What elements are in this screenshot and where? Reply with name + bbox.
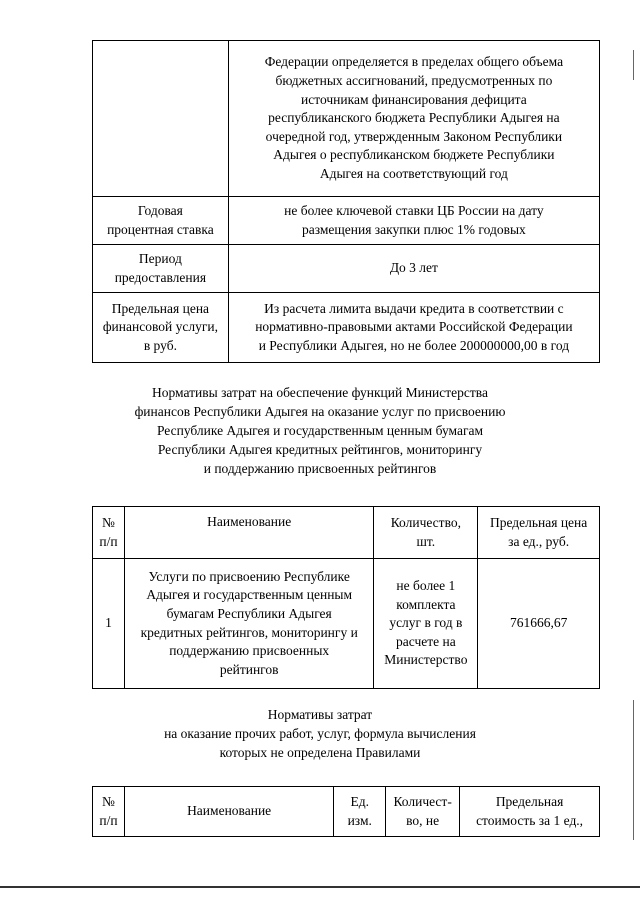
- column-header-name: [124, 787, 333, 837]
- table-cell-number: 1: [93, 559, 125, 689]
- text-line: бюджетных ассигнований, предусмотренных по: [275, 72, 553, 88]
- text-line: Нормативы затрат на обеспечение функций Министерства: [151, 385, 488, 400]
- text-line: п/п: [99, 812, 118, 828]
- text-line: До 3 лет: [389, 260, 438, 276]
- section-heading-other-services: [0, 706, 640, 763]
- table-row: [93, 245, 600, 293]
- table-cell-interest-rate: [228, 197, 599, 245]
- table-row: [93, 197, 600, 245]
- text-line: Наименование: [207, 514, 292, 529]
- text-line: Адыгея о республиканском бюджете Республики: [273, 147, 555, 163]
- text-line: и Республики Адыгея, но не более 200000000,00 в год: [258, 337, 570, 353]
- table-cell-label-max-price: [93, 293, 229, 363]
- table-cell-funding-source: [228, 41, 599, 197]
- text-line: Предельная: [495, 793, 564, 809]
- text-line: рейтингов: [219, 661, 279, 677]
- text-line: Годовая: [137, 202, 183, 218]
- text-line: Адыгея и государственным ценным: [146, 587, 353, 603]
- text-line: размещения закупки плюс 1% годовых: [301, 221, 526, 237]
- text-line: комплекта: [396, 596, 456, 612]
- scan-edge-line: [633, 50, 634, 80]
- text-line: источникам финансирования дефицита: [301, 91, 527, 107]
- table-header-row: [93, 787, 600, 837]
- text-line: №: [102, 514, 115, 530]
- column-header-price: [460, 787, 600, 837]
- text-line: кредитных рейтингов, мониторингу и: [140, 624, 358, 640]
- text-line: нормативно-правовыми актами Российской Федерации: [255, 319, 573, 335]
- column-header-number: [93, 787, 125, 837]
- table-cell-max-price: [228, 293, 599, 363]
- text-line: стоимость за 1 ед.,: [476, 812, 584, 828]
- text-line: на оказание прочих работ, услуг, формула вычисления: [164, 725, 476, 741]
- column-header-unit: [334, 787, 386, 837]
- text-line: Нормативы затрат: [267, 707, 373, 722]
- text-line: Предельная цена: [489, 514, 588, 530]
- column-header-quantity: [374, 507, 478, 559]
- text-line: не более 1: [396, 577, 456, 593]
- text-line: Федерации определяется в пределах общего объема: [264, 54, 564, 70]
- text-line: Министерство: [384, 652, 468, 668]
- table-cell-price: 761666,67: [478, 559, 600, 689]
- table-cell-service-name: [124, 559, 374, 689]
- other-services-table: [92, 786, 600, 837]
- text-line: Услуги по присвоению Республике: [148, 568, 350, 584]
- text-line: не более ключевой ставки ЦБ России на дату: [284, 202, 544, 218]
- text-line: п/п: [99, 533, 118, 549]
- table-cell-label-period: [93, 245, 229, 293]
- text-line: поддержанию присвоенных: [169, 643, 330, 659]
- scan-bottom-edge: [0, 886, 640, 888]
- section-heading-rating-services: [0, 384, 640, 478]
- table-row: [93, 559, 600, 689]
- text-line: бумагам Республики Адыгея: [166, 605, 332, 621]
- text-line: Предельная цена: [111, 300, 210, 316]
- table-row: [93, 41, 600, 197]
- text-line: предоставления: [114, 269, 207, 285]
- text-line: Наименование: [187, 803, 272, 819]
- text-line: за ед., руб.: [508, 533, 570, 549]
- text-line: №: [102, 793, 115, 809]
- table-row: [93, 293, 600, 363]
- column-header-price: [478, 507, 600, 559]
- text-line: Количество,: [390, 514, 461, 530]
- text-line: в руб.: [143, 337, 177, 353]
- text-line: Период: [138, 250, 182, 266]
- rating-services-table: [92, 506, 600, 689]
- text-line: услуг в год в: [389, 615, 463, 631]
- text-line: шт.: [416, 533, 436, 549]
- text-line: республиканского бюджета Республики Адыгея на: [268, 110, 560, 126]
- text-line: Республике Адыгея и государственным ценным бумагам: [156, 422, 484, 438]
- text-line: Адыгея на соответствующий год: [319, 166, 508, 182]
- text-line: изм.: [347, 812, 372, 828]
- text-line: расчете на: [395, 633, 456, 649]
- table-cell-empty: [93, 41, 229, 197]
- text-line: Республики Адыгея кредитных рейтингов, мониторингу: [157, 441, 483, 457]
- table-cell-label-interest-rate: [93, 197, 229, 245]
- text-line: Из расчета лимита выдачи кредита в соответствии с: [264, 300, 564, 316]
- text-line: процентная ставка: [107, 221, 214, 237]
- financing-terms-table: [92, 40, 600, 363]
- column-header-quantity: [386, 787, 460, 837]
- text-line: Количест-: [393, 793, 452, 809]
- text-line: и поддержанию присвоенных рейтингов: [203, 460, 437, 476]
- text-line: во, не: [406, 812, 440, 828]
- text-line: очередной год, утвержденным Законом Республики: [265, 128, 563, 144]
- table-cell-period: [228, 245, 599, 293]
- text-line: Ед.: [350, 793, 369, 809]
- text-line: финансовой услуги,: [102, 319, 218, 335]
- column-header-number: [93, 507, 125, 559]
- text-line: которых не определена Правилами: [219, 744, 421, 760]
- table-header-row: [93, 507, 600, 559]
- text-line: финансов Республики Адыгея на оказание услуг по присвоению: [134, 403, 506, 419]
- table-cell-quantity: [374, 559, 478, 689]
- column-header-name: [124, 507, 374, 559]
